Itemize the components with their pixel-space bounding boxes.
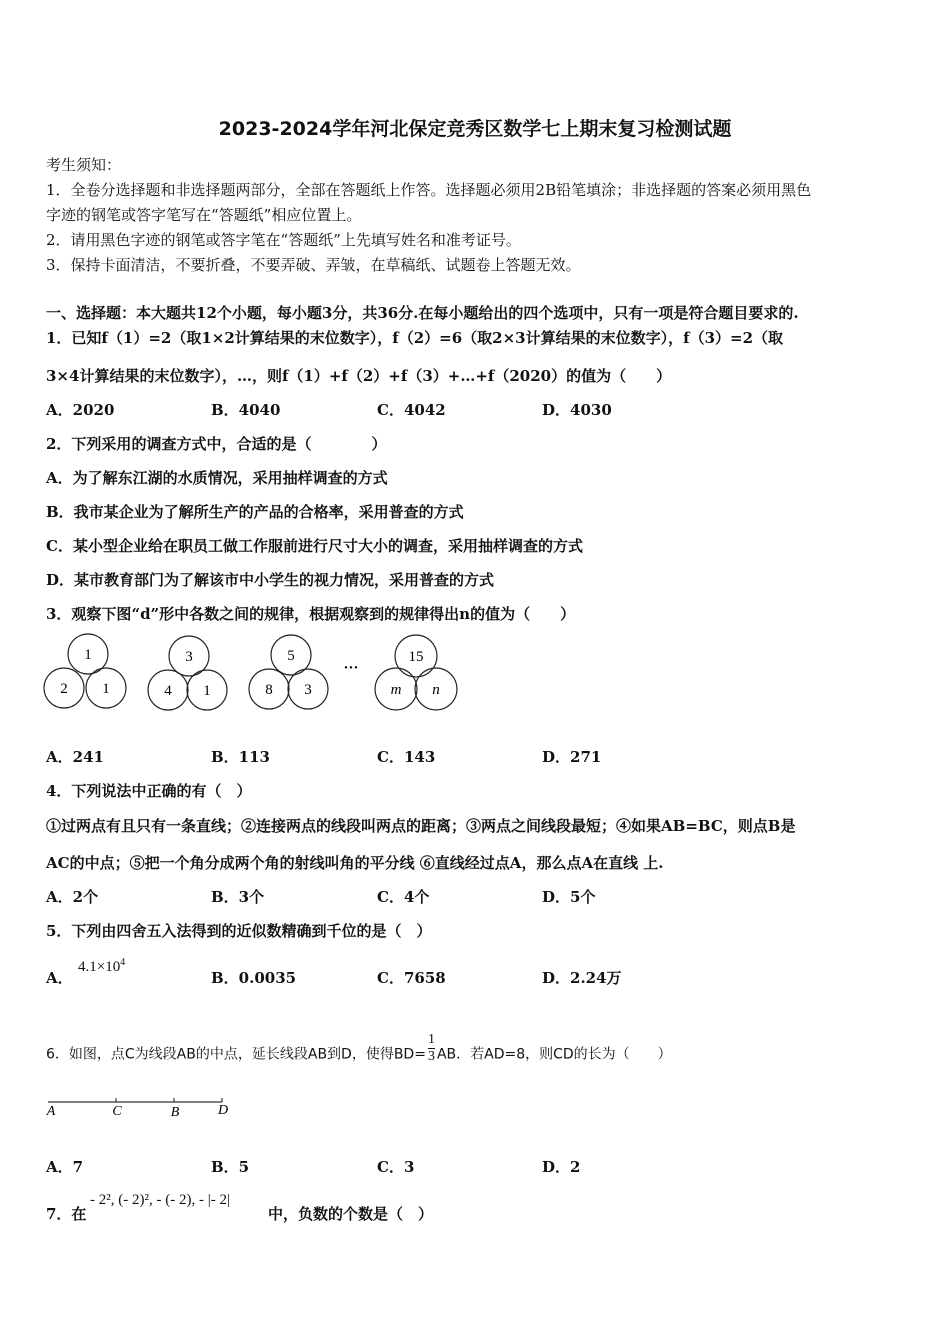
q3-num: 5 xyxy=(287,648,295,664)
q7-suffix: 中，负数的个数是（ ） xyxy=(268,1205,434,1223)
q5-option-a-expr: $4.1\times 10^4$ xyxy=(78,957,126,975)
notice-heading: 考生须知： xyxy=(46,156,122,174)
q6-option-c: C．3 xyxy=(377,1158,415,1176)
q3-num: 1 xyxy=(203,683,211,699)
q4-option-a: A．2个 xyxy=(46,888,99,906)
q5-stem: 5．下列由四舍五入法得到的近似数精确到千位的是（ ） xyxy=(46,922,432,940)
q4-statements-line2: AC的中点；⑤把一个角分成两个角的射线叫角的平分线 ⑥直线经过点A，那么点A在直线 上. xyxy=(46,854,664,872)
q6-option-a: A．7 xyxy=(46,1158,84,1176)
q5-option-b: B．0.0035 xyxy=(211,969,297,987)
q3-option-a: A．241 xyxy=(46,748,104,766)
q7-expression: - 2², (- 2)², - (- 2), - |- 2| xyxy=(90,1192,230,1208)
q3-num: 3 xyxy=(304,682,312,698)
q3-num: 1 xyxy=(84,647,92,663)
q1-option-c: C．4042 xyxy=(377,401,446,419)
q1-stem-line1: 1．已知f（1）=2（取1×2计算结果的末位数字），f（2）=6（取2×3计算结果的末位数字），f（3）=2（取 xyxy=(46,329,784,347)
section-heading: 一、选择题：本大题共12个小题，每小题3分，共36分.在每小题给出的四个选项中，只有一项是符合题目要求的. xyxy=(46,304,799,322)
q6-label-b: B xyxy=(170,1105,180,1120)
q3-num: 2 xyxy=(60,681,68,697)
q3-option-c: C．143 xyxy=(377,748,436,766)
q6-option-d: D．2 xyxy=(542,1158,581,1176)
q3-num: 4 xyxy=(164,683,172,699)
notice-item: 1．全卷分选择题和非选择题两部分，全部在答题纸上作答。选择题必须用2B铅笔填涂；非选择题的答案必须用黑色 xyxy=(46,181,812,199)
q3-option-d: D．271 xyxy=(542,748,602,766)
q6-stem: 6．如图，点C为线段AB的中点，延长线段AB到D，使得BD= $\frac{1}{3}$ AB．若AD=8，则CD的长为（ ） xyxy=(46,1032,672,1064)
q6-option-b: B．5 xyxy=(211,1158,250,1176)
q5-option-c: C．7658 xyxy=(377,969,446,987)
q3-stem: 3．观察下图“d”形中各数之间的规律，根据观察到的规律得出n的值为（ ） xyxy=(46,605,576,623)
q1-option-b: B．4040 xyxy=(211,401,281,419)
q6-label-c: C xyxy=(112,1104,122,1119)
q4-statements-line1: ①过两点有且只有一条直线；②连接两点的线段叫两点的距离；③两点之间线段最短；④如果AB=BC，则点B是 xyxy=(46,817,796,835)
q3-ellipsis: ··· xyxy=(343,660,359,676)
q3-option-b: B．113 xyxy=(211,748,270,766)
q1-option-d: D．4030 xyxy=(542,401,612,419)
q3-var: n xyxy=(432,682,440,698)
q3-var: m xyxy=(390,682,402,698)
q6-label-d: D xyxy=(217,1103,229,1118)
notice-item: 3．保持卡面清洁，不要折叠，不要弄破、弄皱，在草稿纸、试题卷上答题无效。 xyxy=(46,256,581,274)
q3-circle-figure xyxy=(40,632,470,716)
q2-option-b: B．我市某企业为了解所生产的产品的合格率，采用普查的方式 xyxy=(46,503,464,521)
q3-num: 1 xyxy=(102,681,110,697)
notice-item: 2．请用黑色字迹的钢笔或答字笔在“答题纸”上先填写姓名和准考证号。 xyxy=(46,231,521,249)
q6-frac-num: 1 xyxy=(427,1032,435,1047)
q1-stem-line2: 3×4计算结果的末位数字），…，则f（1）+f（2）+f（3）+…+f（2020）的值为（ ） xyxy=(46,367,672,385)
q6-label-a: A xyxy=(46,1104,56,1119)
q2-option-c: C．某小型企业给在职员工做工作服前进行尺寸大小的调查，采用抽样调查的方式 xyxy=(46,537,583,555)
q4-stem: 4．下列说法中正确的有（ ） xyxy=(46,782,252,800)
notice-item: 字迹的钢笔或答字笔写在“答题纸”相应位置上。 xyxy=(46,206,362,224)
q4-option-d: D．5个 xyxy=(542,888,596,906)
q5-option-d: D．2.24万 xyxy=(542,969,622,987)
page-title: 2023-2024学年河北保定竞秀区数学七上期末复习检测试题 xyxy=(218,118,732,140)
q3-num: 3 xyxy=(185,649,193,665)
q6-frac-den: 3 xyxy=(427,1049,435,1064)
q2-option-a: A．为了解东江湖的水质情况，采用抽样调查的方式 xyxy=(46,469,388,487)
q2-option-d: D．某市教育部门为了解该市中小学生的视力情况，采用普查的方式 xyxy=(46,571,495,589)
q5-option-a-label: A． xyxy=(46,969,73,987)
q1-option-a: A．2020 xyxy=(46,401,115,419)
q4-option-c: C．4个 xyxy=(377,888,430,906)
q4-option-b: B．3个 xyxy=(211,888,265,906)
q3-num: 15 xyxy=(408,649,424,665)
q6-line-figure xyxy=(44,1094,244,1122)
q7-prefix: 7．在 xyxy=(46,1205,87,1223)
q2-stem: 2．下列采用的调查方式中，合适的是（ ） xyxy=(46,435,387,453)
q3-num: 8 xyxy=(265,682,273,698)
